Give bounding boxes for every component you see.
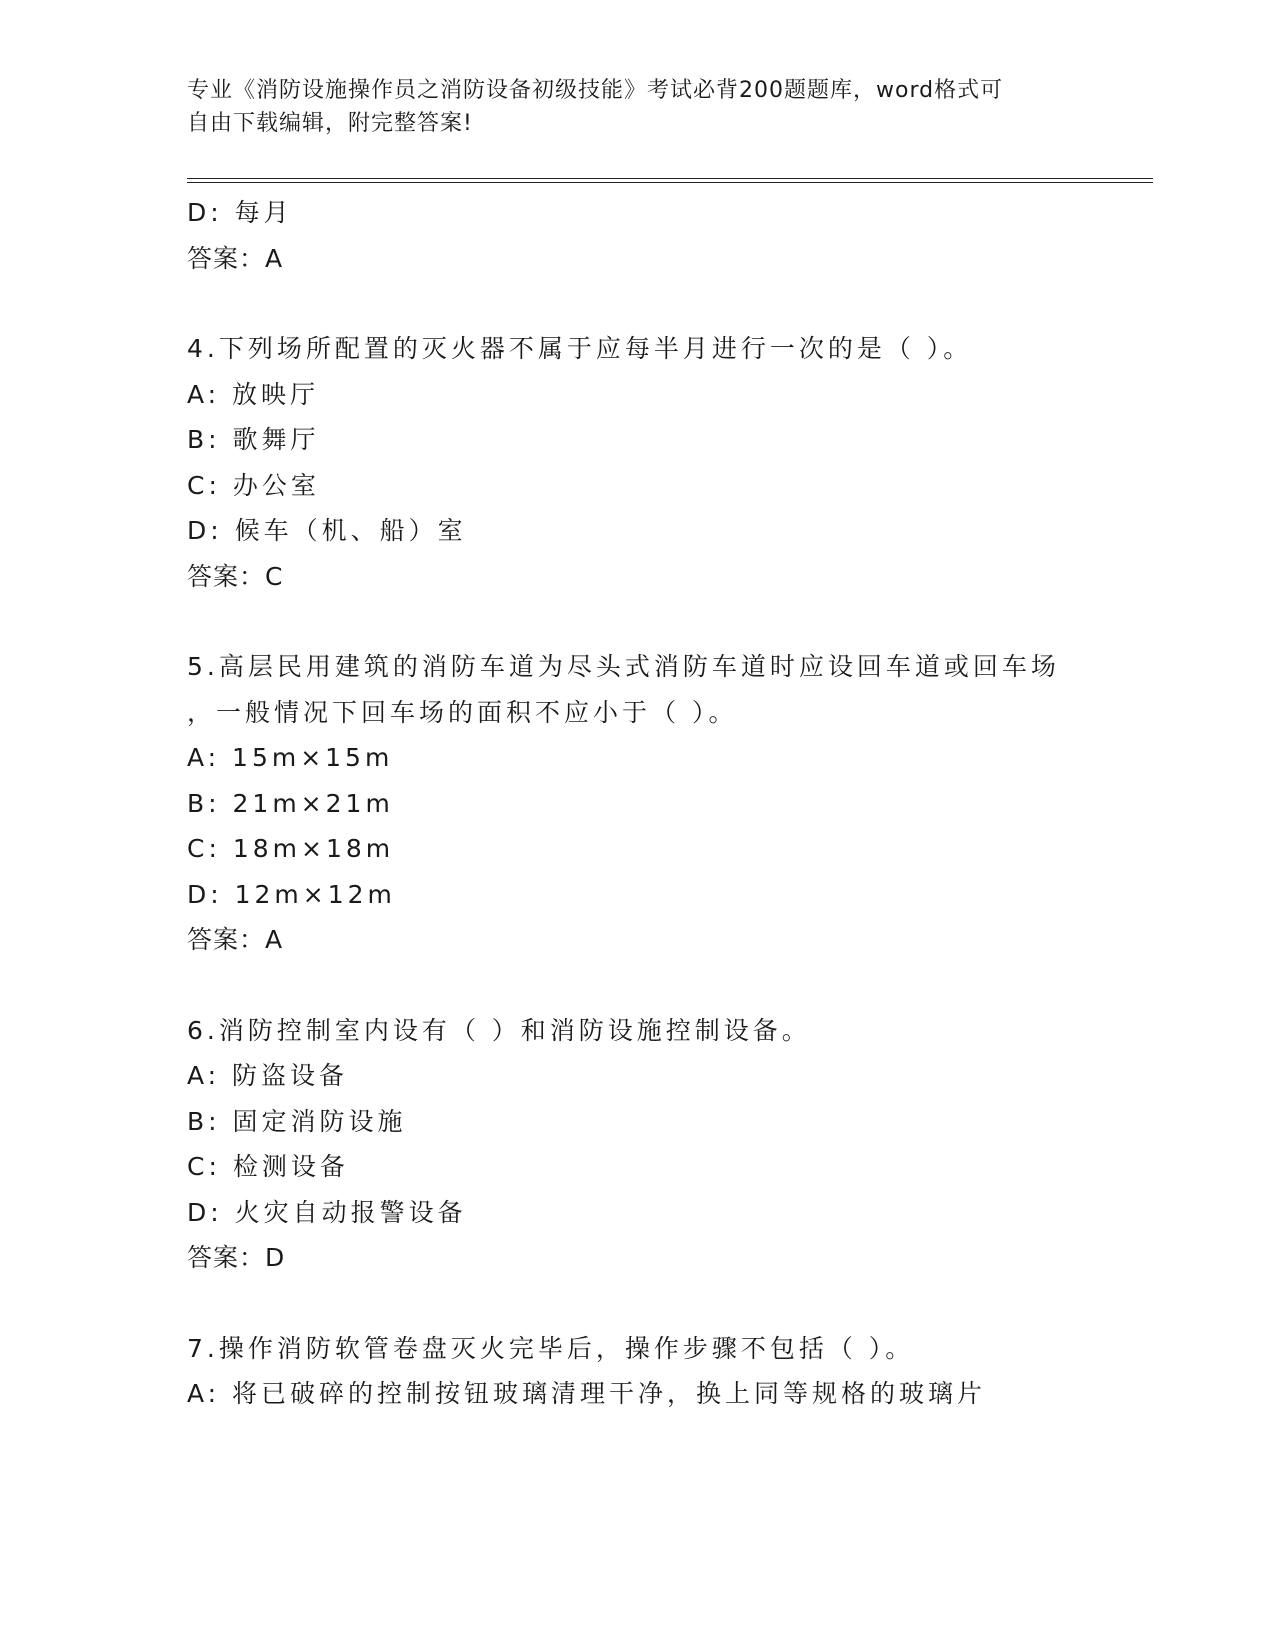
document-header — [187, 74, 1067, 140]
answer-line: 答案：A — [187, 925, 284, 954]
question-7 — [187, 1326, 1087, 1417]
document-body — [187, 190, 1087, 1417]
question-4 — [187, 326, 1087, 599]
option-d: D: 每月 — [187, 198, 293, 227]
option-a: A: 将已破碎的控制按钮玻璃清理干净，换上同等规格的玻璃片 — [187, 1379, 987, 1408]
question-stem-continued: ，一般情况下回车场的面积不应小于（ ）。 — [187, 697, 738, 727]
question-5 — [187, 644, 1087, 963]
answer-line: 答案：D — [187, 1243, 286, 1272]
option-b: B: 21m×21m — [187, 788, 394, 818]
option-b: B: 歌舞厅 — [187, 425, 320, 454]
header-line-2: 自由下载编辑，附完整答案! — [187, 111, 473, 136]
question-stem: 6.消防控制室内设有（ ）和消防设施控制设备。 — [187, 1015, 811, 1045]
option-a: A: 15m×15m — [187, 743, 394, 772]
option-d: D: 候车（机、船）室 — [187, 516, 467, 545]
option-c: C: 办公室 — [187, 470, 320, 500]
question-stem: 4.下列场所配置的灭火器不属于应每半月进行一次的是（ ）。 — [187, 334, 973, 363]
option-a: A: 放映厅 — [187, 379, 320, 409]
header-line-1: 专业《消防设施操作员之消防设备初级技能》考试必背200题题库，word格式可 — [187, 78, 1004, 103]
option-d: D: 火灾自动报警设备 — [187, 1197, 467, 1227]
header-divider-top — [187, 178, 1153, 179]
question-stem: 5.高层民用建筑的消防车道为尽头式消防车道时应设回车道或回车场 — [187, 652, 1060, 681]
answer-line: 答案：C — [187, 561, 284, 591]
question-6 — [187, 1008, 1087, 1281]
option-a: A: 防盗设备 — [187, 1061, 349, 1090]
option-c: C: 检测设备 — [187, 1152, 349, 1181]
question-fragment — [187, 190, 1087, 281]
option-b: B: 固定消防设施 — [187, 1106, 407, 1136]
question-stem: 7.操作消防软管卷盘灭火完毕后，操作步骤不包括（ ）。 — [187, 1333, 915, 1363]
option-d: D: 12m×12m — [187, 879, 396, 909]
option-c: C: 18m×18m — [187, 834, 395, 863]
header-divider-bottom — [187, 182, 1153, 183]
answer-line: 答案：A — [187, 243, 284, 273]
